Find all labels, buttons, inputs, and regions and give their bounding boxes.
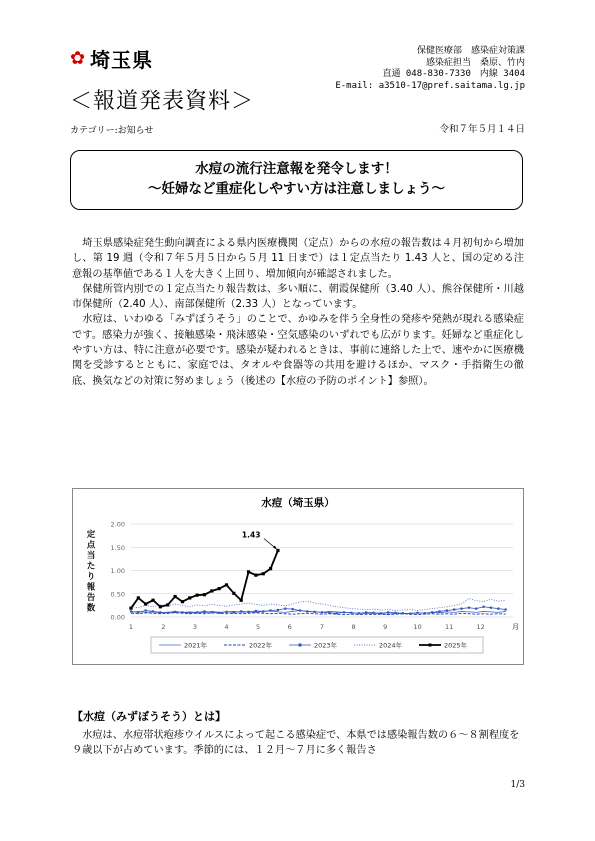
data-point xyxy=(203,593,206,596)
data-point xyxy=(343,611,345,613)
data-point xyxy=(225,611,227,613)
release-date: 令和７年５月１４日 xyxy=(439,124,525,135)
data-point xyxy=(181,600,184,603)
data-point xyxy=(130,610,132,612)
release-label: ＜報道発表資料＞ xyxy=(70,89,255,114)
annotation-label: 1.43 xyxy=(241,530,261,540)
legend-marker xyxy=(429,644,432,647)
data-point xyxy=(483,606,485,608)
contact-line: 直通 048-830-7330 内線 3404 xyxy=(382,69,525,79)
data-point xyxy=(254,574,257,577)
legend-label: 2023年 xyxy=(314,641,338,650)
data-point xyxy=(225,583,228,586)
y-axis-label xyxy=(87,529,96,614)
prefecture-logo xyxy=(70,44,153,73)
data-point xyxy=(416,612,418,614)
data-point xyxy=(173,595,176,598)
x-tick-label: 10 xyxy=(413,623,422,631)
y-axis-label-char: た xyxy=(86,561,96,572)
flower-emblem-icon: ✿ xyxy=(70,48,87,69)
contact-email[interactable]: E-mail: a3510-17@pref.saitama.lg.jp xyxy=(335,80,525,91)
data-point xyxy=(269,567,272,570)
data-point xyxy=(299,609,301,611)
data-point xyxy=(490,607,492,609)
data-point xyxy=(292,608,294,610)
data-point xyxy=(262,610,264,612)
data-point xyxy=(196,594,199,597)
data-point xyxy=(137,611,139,613)
y-axis-label-char: 告 xyxy=(86,593,96,603)
x-axis-unit: 月 xyxy=(512,623,519,631)
data-point xyxy=(144,602,147,605)
title-box xyxy=(70,150,523,210)
y-tick-label: 0.00 xyxy=(110,613,125,622)
data-point xyxy=(350,612,352,614)
x-tick-label: 2 xyxy=(161,623,166,631)
data-point xyxy=(247,611,249,613)
data-point xyxy=(277,609,279,611)
paragraph: 水痘は、いわゆる「みずぼうそう」のことで、かゆみを伴う全身性の発疹や発熱が現れる感染症です。感染力が強く、接触感染・飛沫感染・空気感染のいずれでも広がります。妊婦など重症化しやすい方は、特に注意が必要です。感染が疑われるときは、事前に連絡した上で、速やかに医療機関を受診するとともに、家庭では、タオルや食器等の共用を避けるほか、マスク・手指衛生の徹底、換気などの対策に努めましょう（後述の【水痘の予防のポイント】参照）。 xyxy=(72,314,524,387)
data-point xyxy=(181,611,183,613)
data-point xyxy=(203,610,205,612)
y-tick-label: 1.00 xyxy=(110,567,125,575)
data-point xyxy=(247,570,250,573)
series-line xyxy=(131,607,506,614)
data-point xyxy=(210,589,213,592)
chart-legend xyxy=(151,637,483,653)
data-point xyxy=(240,610,242,612)
data-point xyxy=(269,609,271,611)
data-point xyxy=(438,610,440,612)
data-point xyxy=(402,612,404,614)
data-point xyxy=(218,587,221,590)
section-heading: 【水痘（みずぼうそう）とは】 xyxy=(72,710,226,723)
paragraph: 埼玉県感染症発生動向調査による県内医療機関（定点）からの水痘の報告数は４月初旬から増加し、第 19 週（令和７年５月５日から５月 11 日まで）は１定点当たり 1.43 人と、国の定める注意報の基準値である１人を大きく上回り、増加傾向が確認されました。 xyxy=(72,238,524,280)
y-axis-label-char: り xyxy=(86,572,96,582)
data-point xyxy=(145,609,147,611)
data-point xyxy=(211,611,213,613)
body-text xyxy=(72,236,524,389)
legend-marker xyxy=(299,644,302,647)
data-point xyxy=(431,611,433,613)
data-point xyxy=(475,608,477,610)
contact-line: 保健医療部 感染症対策課 xyxy=(416,46,525,56)
data-point xyxy=(409,613,411,615)
chart-title: 水痘（埼玉県） xyxy=(261,497,335,509)
data-point xyxy=(284,608,286,610)
legend-label: 2024年 xyxy=(379,641,403,650)
data-point xyxy=(505,608,507,610)
data-point xyxy=(137,596,140,599)
data-point xyxy=(233,611,235,613)
data-point xyxy=(166,603,169,606)
x-tick-label: 1 xyxy=(128,623,134,631)
y-axis-label-char: 数 xyxy=(86,603,96,614)
data-point xyxy=(152,610,154,612)
title-line-1: 水痘の流行注意報を発令します！ xyxy=(195,161,398,177)
data-point xyxy=(189,612,191,614)
data-point xyxy=(372,612,374,614)
data-point xyxy=(314,611,316,613)
data-point xyxy=(387,611,389,613)
data-point xyxy=(497,608,499,610)
data-point xyxy=(159,605,162,608)
data-point xyxy=(394,612,396,614)
data-point xyxy=(321,611,323,613)
legend-label: 2022年 xyxy=(249,641,273,650)
data-point xyxy=(167,612,169,614)
x-tick-label: 9 xyxy=(383,623,388,631)
data-point xyxy=(424,612,426,614)
data-point xyxy=(196,611,198,613)
logo-text: 埼玉県 xyxy=(90,48,154,72)
data-point xyxy=(174,611,176,613)
contact-line: 感染症担当 桑原、竹内 xyxy=(425,57,525,68)
x-tick-label: 8 xyxy=(351,623,356,631)
data-point xyxy=(218,612,220,614)
data-point xyxy=(358,612,360,614)
data-point xyxy=(232,592,235,595)
page-number: 1/3 xyxy=(510,780,525,790)
y-axis-label-char: 定 xyxy=(86,530,96,540)
y-axis-label-char: 報 xyxy=(86,582,96,593)
data-point xyxy=(262,572,265,575)
paragraph: 水痘は、水痘帯状疱疹ウイルスによって起こる感染症で、本県では感染報告数の６～８割程度を９歳以下が占めています。季節的には、１２月～７月に多く報告さ xyxy=(72,730,520,757)
x-tick-label: 5 xyxy=(256,623,261,631)
data-point xyxy=(159,611,161,613)
data-point xyxy=(365,611,367,613)
contact-info xyxy=(335,46,525,92)
chart-svg xyxy=(73,489,523,664)
legend-label: 2021年 xyxy=(184,641,208,650)
title-line-2: ～妊婦など重症化しやすい方は注意しましょう～ xyxy=(148,181,445,197)
y-axis-label-char: 当 xyxy=(86,551,96,561)
data-point xyxy=(336,612,338,614)
x-tick-label: 3 xyxy=(192,623,197,631)
data-point xyxy=(240,599,243,602)
section-body xyxy=(72,728,524,759)
data-point xyxy=(188,596,191,599)
y-axis-label-char: 点 xyxy=(86,540,96,551)
x-tick-label: 11 xyxy=(444,623,454,631)
data-point xyxy=(380,612,382,614)
x-tick-label: 12 xyxy=(476,623,485,631)
data-point xyxy=(468,607,470,609)
data-point xyxy=(306,610,308,612)
y-tick-label: 0.50 xyxy=(110,590,125,599)
category-label: カテゴリー:お知らせ xyxy=(70,126,154,136)
x-tick-label: 4 xyxy=(224,623,229,631)
series-line xyxy=(131,613,506,615)
data-point xyxy=(460,608,462,610)
data-point xyxy=(255,610,257,612)
legend-label: 2025年 xyxy=(444,641,468,650)
data-point xyxy=(151,599,154,602)
paragraph: 保健所管内別での１定点当たり報告数は、多い順に、朝霞保健所（3.40 人）、熊谷保健所・川越市保健所（2.40 人）、南部保健所（2.33 人）となっています。 xyxy=(72,283,524,311)
y-tick-label: 1.50 xyxy=(110,543,125,552)
data-point xyxy=(328,612,330,614)
data-point xyxy=(453,608,455,610)
x-tick-label: 7 xyxy=(319,623,325,631)
y-tick-label: 2.00 xyxy=(110,520,125,529)
data-point xyxy=(129,607,132,610)
data-point xyxy=(446,609,448,611)
chart-container xyxy=(72,488,524,665)
x-tick-label: 6 xyxy=(287,623,292,631)
